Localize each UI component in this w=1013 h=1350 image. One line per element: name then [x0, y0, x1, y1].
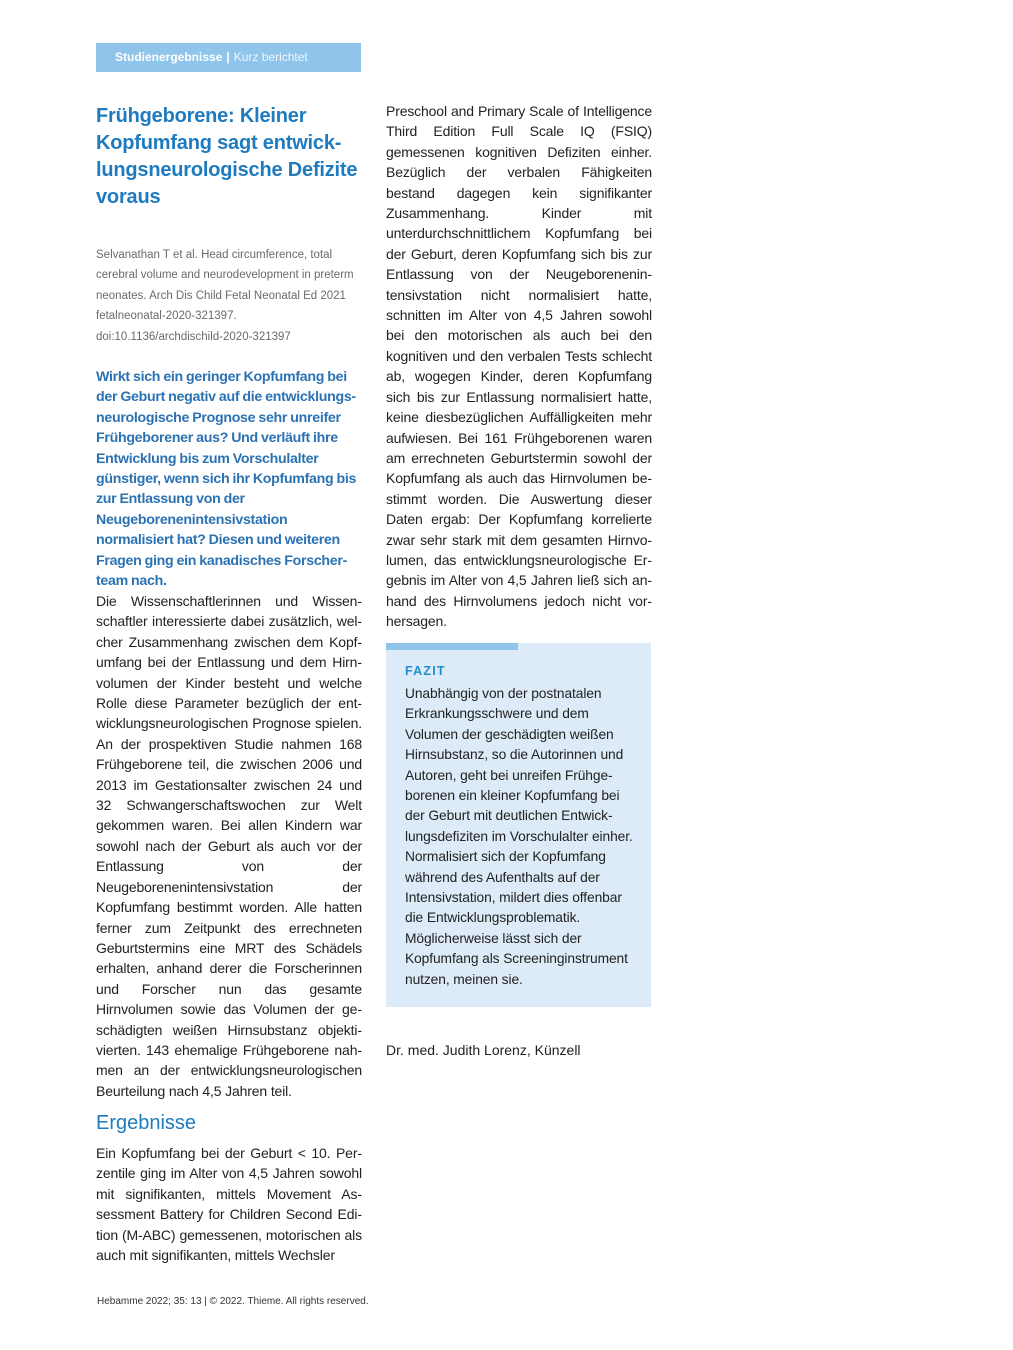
article-title: Frühgeborene: Kleiner Kopfumfang sagt entwicklungsneurologische Defizite voraus — [96, 105, 358, 208]
results-paragraph-right: Preschool and Primary Scale of Intelligence Third Edition Full Scale IQ (FSIQ) gemessenen kognitiven Defiziten einher. Bezüglich der verbalen Fähigkeiten bestand dagegen kein signifikanter Zusammenhang. Kinder mit unterdurchschnittlichem Kopfumfang bei der Geburt, deren Kopfumfang sich bis zur Entlassung von der Neugeborenenintensivstation nicht normalisiert hatte, schnitten im Alter von 4,5 Jahren sowohl bei den motorischen als auch bei den kognitiven und den verbalen Tests schlecht ab, wogegen Kinder, deren Kopfumfang sich bis zur Entlassung normalisiert hatte, keine diesbezüglichen Auffälligkeiten mehr aufwiesen. Bei 161 Frühgeborenen waren am errechneten Geburtstermin sowohl der Kopfumfang als auch das Hirnvolumen bestimmt worden. Die Auswertung dieser Daten ergab: Der Kopfumfang korrelierte zwar sehr stark mit dem gesamten Hirnvolumen, das entwicklungsneurologische Ergebnis im Alter von 4,5 Jahren ließ sich anhand des Hirnvolumens jedoch nicht vorhersagen. — [386, 103, 652, 630]
section-header-bar — [96, 43, 361, 72]
fazit-text: Unabhängig von der postnatalen Erkrankungsschwere und dem Volumen der geschädigten weißen Hirnsubstanz, so die Autorinnen und Autoren, geht bei unreifen Frühgeborenen ein kleiner Kopfumfang bei der Geburt mit deutlichen Entwicklungsdefiziten im Vorschulalter einher. Normalisiert sich der Kopfumfang während des Aufenthalts auf der Intensivstation, mildert dies offenbar die Entwicklungsproblematik. Möglicherweise lässt sich der Kopfumfang als Screeninginstrument nutzen, meinen sie. — [405, 686, 633, 987]
lead-block — [96, 367, 362, 591]
intro-block — [96, 591, 362, 1101]
section-separator: | — [226, 50, 230, 64]
page-footer: Hebamme 2022; 35: 13 | © 2022. Thieme. All rights reserved. — [97, 1296, 369, 1307]
citation-reference: Selvanathan T et al. Head circumference, total cerebral volume and neurodevelopment in preterm neonates. Arch Dis Child Fetal Neonatal Ed 2021 fetalneonatal-2020-321397. doi:10.1136/archdischild-2020-321397 — [96, 249, 354, 343]
intro-paragraph: Die Wissenschaftlerinnen und Wissenschaftler interessierte dabei zusätzlich, welcher Zusammenhang zwischen dem Kopfumfang bei der Entlassung und dem Hirnvolumen der Kinder besteht und welche Rolle diese Parameter bezüglich der entwicklungsneurologischen Prognose spielen. An der prospektiven Studie nahmen 168 Frühgeborene teil, die zwischen 2006 und 2013 im Gestationsalter zwischen 24 und 32 Schwangerschaftswochen zur Welt gekommen waren. Bei allen Kindern war sowohl nach der Geburt als auch vor der Entlassung von der Neugeborenenintensivstation der Kopfumfang bestimmt worden. Alle hatten ferner zum Zeitpunkt des errechneten Geburtstermins eine MRT des Schädels erhalten, anhand derer die Forscherinnen und Forscher nun das gesamte Hirnvolumen sowie das Volumen der geschädigten weißen Hirnsubstanz objektivierten. 143 ehemalige Frühgeborene nahmen an der entwicklungsneurologischen Beurteilung nach 4,5 Jahren teil. — [96, 593, 362, 1099]
subsection-label: Kurz berichtet — [233, 50, 308, 64]
article-title-block — [96, 103, 362, 211]
lead-paragraph: Wirkt sich ein geringer Kopfumfang bei der Geburt negativ auf die entwicklungsneurologische Prognose sehr unreifer Frühgeborener aus? Und verläuft ihre Entwicklung bis zum Vorschulalter günstiger, wenn sich ihr Kopfumfang bis zur Entlassung von der Neugeborenenintensivstation normalisiert hat? Diesen und weiteren Fragen ging ein kanadisches Forscherteam nach. — [96, 369, 357, 590]
results-paragraph-left: Ein Kopfumfang bei der Geburt < 10. Perzentile ging im Alter von 4,5 Jahren sowohl mit signifikanten, mittels Movement Assessment Battery for Children Second Edition (M-ABC) gemessenen, motorischen als auch mit signifikanten, mittels Wechsler — [96, 1145, 362, 1264]
results-heading: Ergebnisse — [96, 1112, 197, 1134]
results-continued-block — [386, 101, 652, 632]
fazit-accent-bar — [386, 643, 518, 650]
author-line: Dr. med. Judith Lorenz, Künzell — [386, 1042, 581, 1058]
fazit-box — [386, 643, 651, 1007]
results-block — [96, 1110, 362, 1265]
reference-block — [96, 245, 362, 347]
section-label: Studienergebnisse — [115, 50, 223, 64]
fazit-label: FAZIT — [405, 664, 446, 678]
